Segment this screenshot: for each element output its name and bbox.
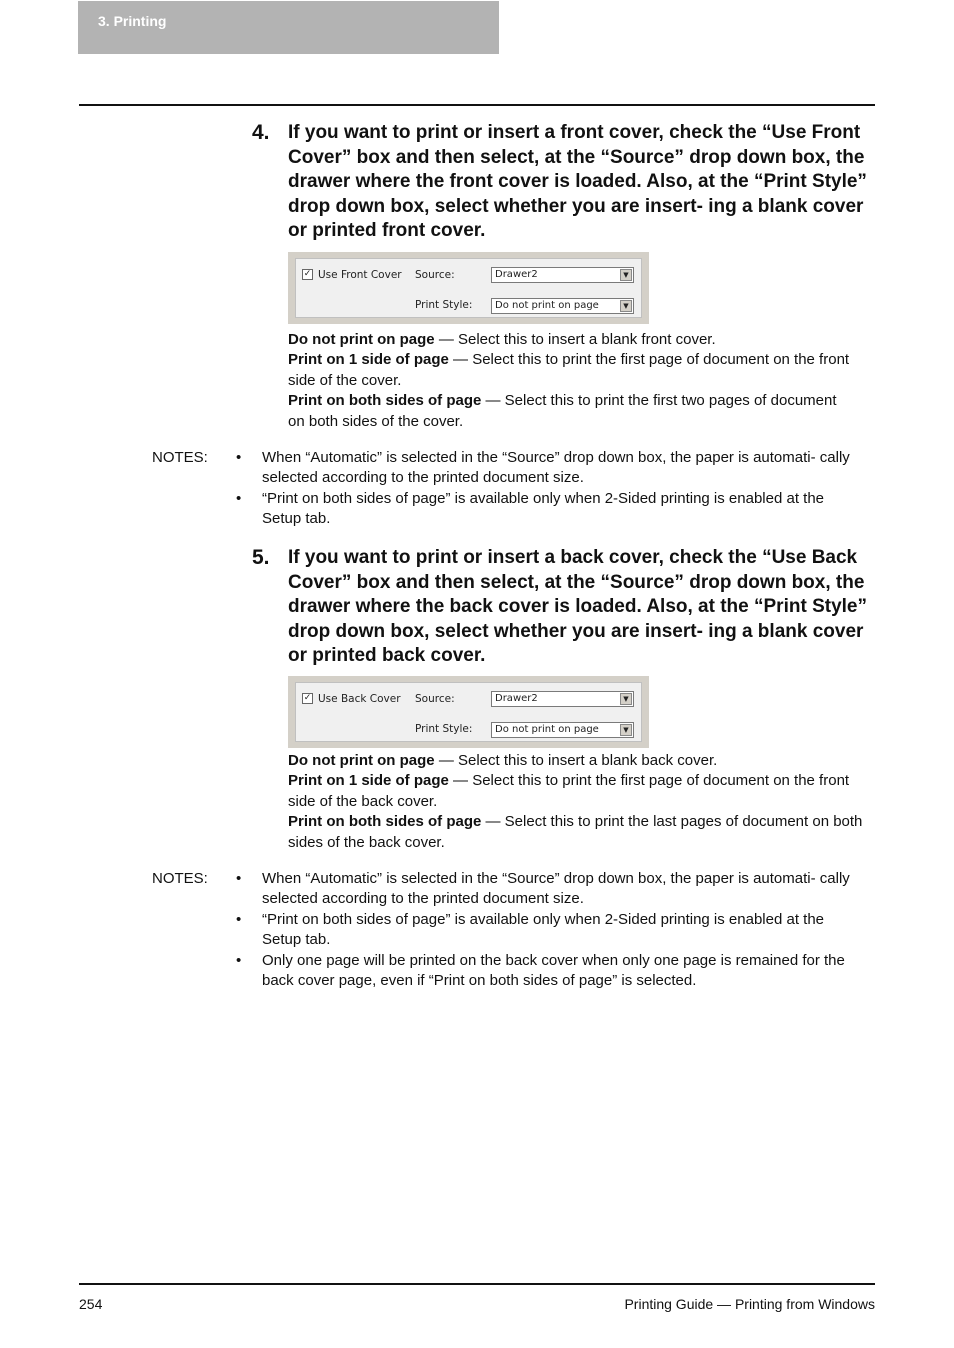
note-item	[236, 489, 862, 530]
dropdown-arrow-icon[interactable]: ▼	[620, 724, 632, 736]
option-term: Do not print on page	[288, 752, 435, 769]
option-item	[288, 350, 876, 391]
step-number: 5.	[252, 546, 270, 569]
option-term: Print on both sides of page	[288, 392, 482, 410]
page-number: 254	[79, 1296, 103, 1312]
option-term: Print on 1 side of page	[288, 351, 449, 369]
option-term: Print on both sides of page	[288, 813, 482, 831]
notes-label: NOTES:	[152, 870, 208, 887]
source-value: Drawer2	[495, 693, 538, 704]
source-label: Source:	[415, 693, 455, 705]
note-text: Only one page will be printed on the back cover when only one page is remained for the back cover page, even if “Print on both sides of page” is selected.	[262, 951, 845, 990]
bullet: •	[236, 951, 242, 969]
front-cover-dialog	[288, 252, 649, 324]
option-desc: — Select this to insert a blank front cover.	[434, 331, 716, 348]
note-text: “Print on both sides of page” is available only when 2-Sided printing is enabled at the Setup tab.	[262, 489, 825, 528]
option-desc: — Select this to print the first page of document on the front side of the back cover.	[288, 772, 850, 810]
dialog-panel	[295, 258, 642, 318]
option-desc: — Select this to print the last pages of document on both sides of the back cover.	[288, 813, 863, 851]
dropdown-arrow-icon[interactable]: ▼	[620, 269, 632, 281]
note-item	[236, 448, 880, 489]
option-desc: — Select this to insert a blank back cover.	[434, 752, 718, 769]
option-desc: — Select this to print the first page of document on the front side of the cover.	[288, 351, 850, 389]
step-4	[252, 121, 877, 244]
top-rule	[79, 104, 875, 106]
print-style-value: Do not print on page	[495, 300, 599, 311]
section-header-tab	[78, 1, 499, 54]
note-item	[236, 869, 880, 910]
option-desc: — Select this to print the first two pages of document on both sides of the cover.	[288, 392, 837, 430]
print-style-label: Print Style:	[415, 723, 473, 735]
print-style-label: Print Style:	[415, 299, 473, 311]
dropdown-arrow-icon[interactable]: ▼	[620, 693, 632, 705]
step-instruction: If you want to print or insert a front cover, check the “Use Front Cover” box and then select, at the “Source” drop down box, the drawer where the front cover is loaded. Also, at the “Print Style” drop down box, select whether you are insert- ing a blank cover or printed front cover.	[288, 122, 867, 241]
dialog-panel	[295, 682, 642, 742]
print-style-dropdown[interactable]	[491, 722, 634, 738]
option-item	[288, 771, 876, 812]
use-front-cover-checkbox[interactable]: ✓	[303, 269, 312, 279]
use-back-cover-checkbox[interactable]: ✓	[303, 693, 312, 703]
note-item	[236, 951, 880, 992]
option-item	[288, 751, 888, 771]
notes-list	[236, 869, 882, 991]
note-text: “Print on both sides of page” is available only when 2-Sided printing is enabled at the Setup tab.	[262, 910, 825, 949]
option-item	[288, 330, 888, 350]
option-item	[288, 391, 848, 432]
note-item	[236, 910, 862, 951]
bullet: •	[236, 870, 242, 887]
source-label: Source:	[415, 269, 455, 281]
note-text: When “Automatic” is selected in the “Source” drop down box, the paper is automati- cally selected according to the printed document size.	[262, 449, 850, 487]
print-style-dropdown[interactable]	[491, 298, 634, 314]
step-5-notes	[152, 869, 882, 991]
notes-list	[236, 448, 882, 530]
option-term: Print on 1 side of page	[288, 772, 449, 790]
bullet: •	[236, 489, 242, 507]
source-dropdown[interactable]	[491, 267, 634, 283]
note-text: When “Automatic” is selected in the “Source” drop down box, the paper is automati- cally selected according to the printed document size.	[262, 870, 850, 908]
step-4-notes	[152, 448, 882, 530]
option-item	[288, 812, 876, 853]
bullet: •	[236, 910, 242, 928]
notes-label: NOTES:	[152, 449, 208, 466]
print-style-value: Do not print on page	[495, 724, 599, 735]
bottom-rule	[79, 1283, 875, 1285]
back-cover-options	[288, 751, 888, 853]
dropdown-arrow-icon[interactable]: ▼	[620, 300, 632, 312]
footer-title: Printing Guide — Printing from Windows	[624, 1296, 875, 1312]
front-cover-options	[288, 330, 888, 432]
section-title: 3. Printing	[98, 13, 167, 29]
use-back-cover-label: Use Back Cover	[318, 693, 401, 705]
step-number: 4.	[252, 121, 270, 144]
step-instruction: If you want to print or insert a back cover, check the “Use Back Cover” box and then select, at the “Source” drop down box, the drawer where the back cover is loaded. Also, at the “Print Style” drop down box, select whether you are insert- ing a blank cover or printed back cover.	[288, 547, 867, 666]
bullet: •	[236, 449, 242, 466]
source-dropdown[interactable]	[491, 691, 634, 707]
use-front-cover-label: Use Front Cover	[318, 269, 402, 281]
source-value: Drawer2	[495, 269, 538, 280]
step-5	[252, 546, 877, 669]
option-term: Do not print on page	[288, 331, 435, 348]
back-cover-dialog	[288, 676, 649, 748]
